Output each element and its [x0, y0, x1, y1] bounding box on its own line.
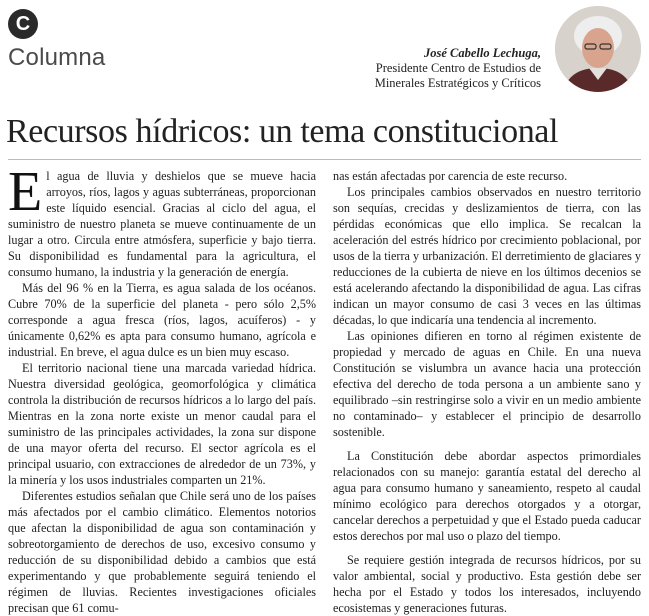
drop-cap: E: [8, 161, 43, 223]
paragraph-4-continued: nas están afectadas por carencia de este recurso.: [333, 169, 568, 183]
paragraph-4: Diferentes estudios señalan que Chile será uno de los países más afectados por el cambio climático. Elementos notorios que afectan la disponibilidad de agua son contaminación y sobreotorgamiento de derechos de uso, excesivo consumo y reducción de su disponibilidad debido a cambios que está experimentando y que probablemente seguirá teniendo el régimen de lluvias. Recientes investigaciones oficiales precisan que 61 comu-: [8, 489, 316, 615]
article-column-left: [8, 161, 316, 616]
article-title: Recursos hídricos: un tema constitucional: [6, 113, 559, 150]
author-role-line-2: Minerales Estratégicos y Críticos: [374, 76, 541, 90]
column-badge: C: [8, 9, 38, 39]
paragraph-3: El territorio nacional tiene una marcada variedad hídrica. Nuestra diversidad geológica, geomorfológica y climática controla la distribución de recursos hídricos a lo largo del país. Mientras en la zona norte existe un menor caudal para el suministro de las principales actividades, la zona sur dispone de una mayor oferta del recurso. El sector agrícola es el principal usuario, con extracciones de alrededor de un 73%, y la minería y los usos industriales comparten un 21%.: [8, 361, 316, 487]
author-role-line-1: Presidente Centro de Estudios de: [375, 61, 541, 75]
title-divider: [8, 159, 641, 160]
paragraph-7: La Constitución debe abordar aspectos primordiales relacionados con su manejo: garantía estatal del derecho al agua para consumo humano y saneamiento, respeto al caudal mínimo ecológico para derechos otorgados y a otorgar, cancelar derechos a perpetuidad y que el Estado pueda caducar estos derechos por mal uso o plazo del tiempo.: [333, 449, 641, 543]
article-column-right: [333, 168, 641, 616]
paragraph-8: Se requiere gestión integrada de recursos hídricos, por su valor ambiental, social y productivo. Esta gestión debe ser hecha por el Estado y todos los interesados, incluyendo ecosistemas y generaciones futuras.: [333, 553, 641, 615]
paragraph-1-text: l agua de lluvia y deshielos que se mueve hacia arroyos, ríos, lagos y aguas subterráneas, proporcionan este líquido esencial. Gracias al ciclo del agua, el suministro de nuestro planeta se mueve continuamente de un lugar a otro. Circula entre atmósfera, superficie y bajo tierra. Su disponibilidad es fundamental para la agricultura, el consumo humano, la industria y la generación de energía.: [8, 169, 316, 279]
author-portrait-icon: [555, 6, 641, 92]
paragraph-5: Los principales cambios observados en nuestro territorio son sequías, crecidas y deslizamientos de tierra, con las pérdidas económicas que ello implica. Se recalcan la aceleración del estrés hídrico por crecimiento poblacional, por usos de la tierra y urbanización. El derretimiento de glaciares y reducciones de la cubierta de nieve en los últimos decenios se está acelerando afectando la disponibilidad de agua. Las cifras indican un mayor consumo de casi 3 veces en las últimas décadas, lo que indicaría una tendencia al incremento.: [333, 185, 641, 327]
paragraph-1: [8, 161, 316, 280]
author-name: José Cabello Lechuga,: [423, 46, 541, 60]
author-photo: [555, 6, 641, 92]
paragraph-6: Las opiniones difieren en torno al régimen existente de propiedad y mercado de aguas en Chile. En una nueva Constitución se vislumbra un avance hacia una protección efectiva del derecho de toda persona a un ambiente sano y equilibrado –sin restringirse solo a vivir en un medio ambiente no contaminado– y establecer el principio de desarrollo sostenible.: [333, 329, 641, 439]
section-label: Columna: [8, 44, 106, 71]
author-byline: [375, 46, 541, 91]
paragraph-2: Más del 96 % en la Tierra, es agua salada de los océanos. Cubre 70% de la superficie del planeta - pero sólo 2,5% corresponde a agua fresca (ríos, lagos, acuíferos) - y únicamente 0,62% es apta para consumo humano, agrícola e industrial. En breve, el agua dulce es un bien muy escaso.: [8, 281, 316, 359]
